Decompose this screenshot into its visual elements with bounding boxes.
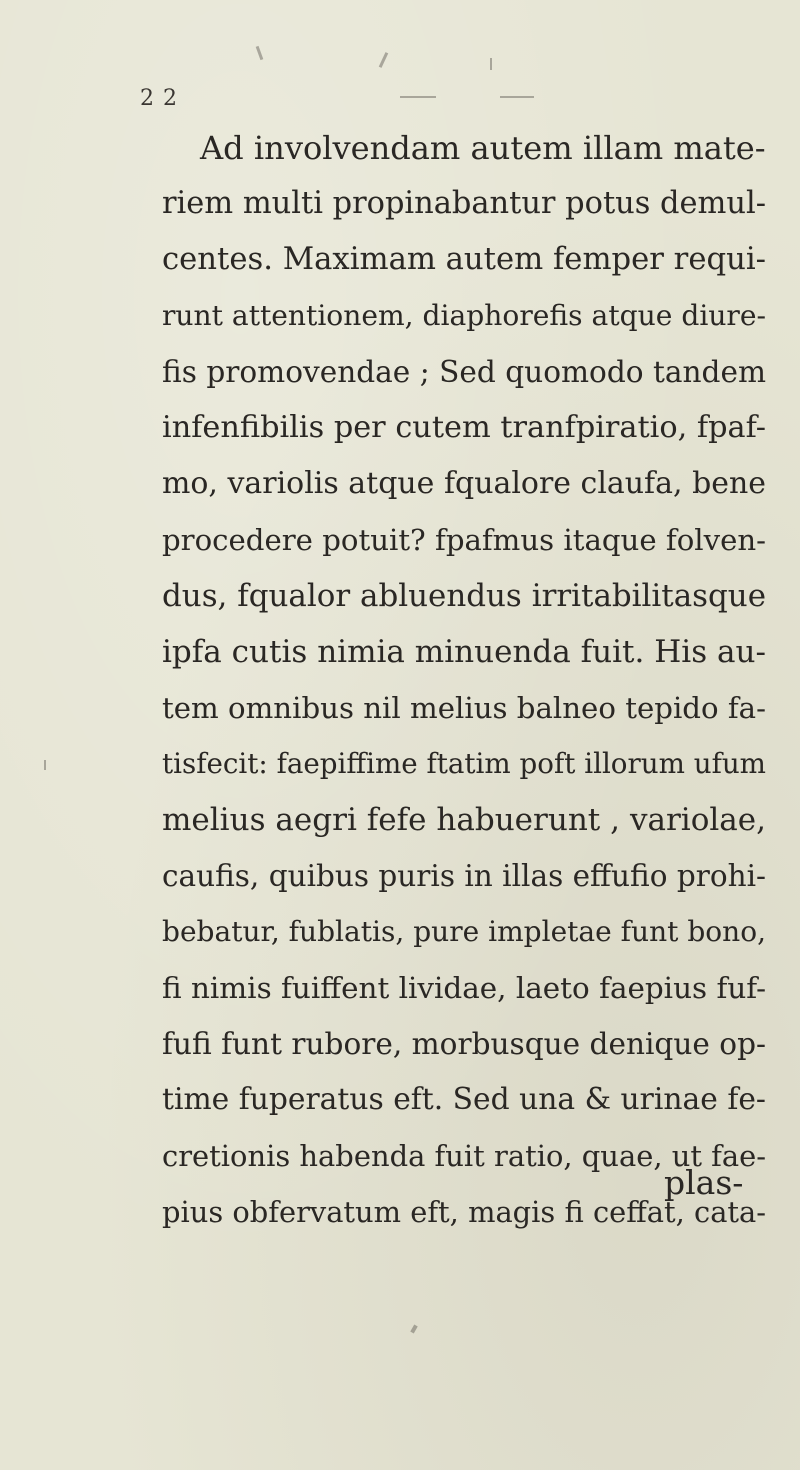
text-line: caufis, quibus puris in illas effufio prohi- xyxy=(162,859,766,893)
text-line: riem multi propinabantur potus demul- xyxy=(162,186,766,221)
paper-speck xyxy=(256,46,264,60)
text-line: time fuperatus eft. Sed una & urinae fe- xyxy=(162,1082,766,1117)
text-line: procedere potuit? fpafmus itaque folven- xyxy=(162,523,766,557)
text-line: runt attentionem, diaphorefis atque diure- xyxy=(162,299,767,332)
text-line: tem omnibus nil melius balneo tepido fa- xyxy=(162,691,766,725)
catchword: plas- xyxy=(664,1163,744,1202)
text-line: ipfa cutis nimia minuenda fuit. His au- xyxy=(162,634,766,670)
text-line: mo, variolis atque fqualore claufa, bene xyxy=(162,466,766,501)
paper-speck xyxy=(44,760,46,770)
text-line: fis promovendae ; Sed quomodo tandem xyxy=(162,355,766,389)
paper-speck xyxy=(500,96,534,98)
paper-speck xyxy=(379,52,388,68)
text-line: fi nimis fuiffent lividae, laeto faepius fuf- xyxy=(162,971,767,1005)
text-line: centes. Maximam autem femper requi- xyxy=(162,242,767,277)
text-line: tisfecit: faepiffime ftatim poft illorum ufum xyxy=(162,747,766,780)
text-line: cretionis habenda fuit ratio, quae, ut faе- xyxy=(162,1139,767,1173)
text-line: dus, fqualor abluendus irritabilitasque xyxy=(162,578,766,614)
text-line: Ad involvendam autem illam mate- xyxy=(200,129,766,167)
text-line: bebatur, fublatis, pure impletae funt bono, xyxy=(162,915,767,948)
paper-speck xyxy=(410,1325,417,1334)
page-number: 2 2 xyxy=(140,86,178,111)
text-line: melius aegri fefe habuerunt , variolae, xyxy=(162,802,767,838)
text-line: pius obfervatum eft, magis fi ceffat, cata- xyxy=(162,1195,767,1229)
paper-speck xyxy=(490,58,492,70)
text-line: infenfibilis per cutem tranfpiratio, fpaf- xyxy=(162,410,767,445)
text-line: fufi funt rubore, morbusque denique op- xyxy=(162,1027,766,1061)
paper-speck xyxy=(400,96,436,98)
